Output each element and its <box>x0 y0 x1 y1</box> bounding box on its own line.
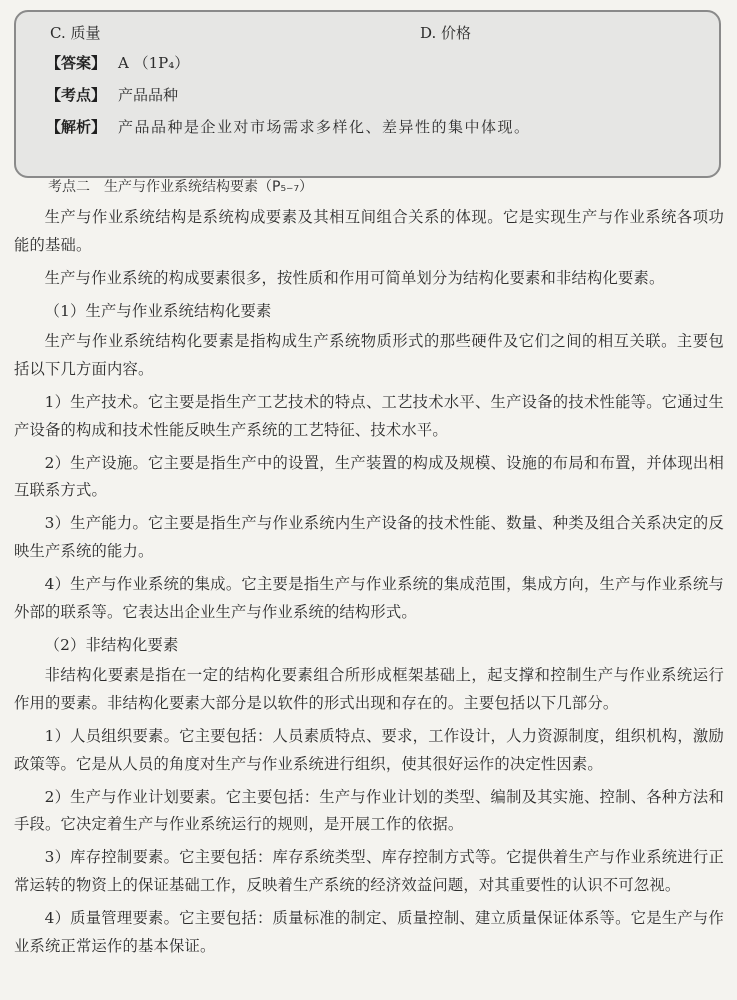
paragraph: 生产与作业系统结构化要素是指构成生产系统物质形式的那些硬件及它们之间的相互关联。主要包括以下几方面内容。 <box>14 332 724 378</box>
list-item: 3）库存控制要素。它主要包括：库存系统类型、库存控制方式等。它提供着生产与作业系统进行正常运转的物资上的保证基础工作，反映着生产系统的经济效益问题，对其重要性的认识不可忽视。 <box>14 848 724 895</box>
subheading-unstructured: （2）非结构化要素 <box>44 635 179 654</box>
paragraph: 生产与作业系统结构是系统构成要素及其相互间组合关系的体现。它是实现生产与作业系统各项功能的基础。 <box>14 208 724 254</box>
answer-line <box>46 52 189 73</box>
point-line <box>46 84 178 105</box>
paragraph: 生产与作业系统的构成要素很多，按性质和作用可简单划分为结构化要素和非结构化要素。 <box>44 268 665 287</box>
paragraph: 非结构化要素是指在一定的结构化要素组合所形成框架基础上，起支撑和控制生产与作业系统运行作用的要素。非结构化要素大部分是以软件的形式出现和存在的。主要包括以下几部分。 <box>14 666 724 712</box>
option-c: C. 质量 <box>50 24 101 42</box>
list-item: 1）人员组织要素。它主要包括：人员素质特点、要求，工作设计，人力资源制度，组织机构，激励政策等。它是从人员的角度对生产与作业系统进行组织，使其很好运作的决定性因素。 <box>14 727 724 773</box>
answer-value: A （1P₄） <box>118 54 190 72</box>
point-value: 产品品种 <box>118 86 179 104</box>
list-item: 2）生产与作业计划要素。它主要包括：生产与作业计划的类型、编制及其实施、控制、各种方法和手段。它决定着生产与作业系统运行的规则，是开展工作的依据。 <box>14 787 724 834</box>
list-item: 4）生产与作业系统的集成。它主要是指生产与作业系统的集成范围，集成方向，生产与作业系统与外部的联系等。它表达出企业生产与作业系统的结构形式。 <box>14 575 724 621</box>
article-body <box>14 204 724 966</box>
option-d: D. 价格 <box>420 24 472 42</box>
list-item: 2）生产设施。它主要是指生产中的设置，生产装置的构成及规模、设施的布局和布置，并体现出相互联系方式。 <box>14 453 724 500</box>
analysis-line <box>46 116 531 137</box>
analysis-tag: 【解析】 <box>46 118 107 136</box>
answer-box <box>14 10 721 178</box>
subheading-structured: （1）生产与作业系统结构化要素 <box>44 301 272 320</box>
answer-tag: 【答案】 <box>46 54 107 72</box>
list-item: 4）质量管理要素。它主要包括：质量标准的制定、质量控制、建立质量保证体系等。它是生产与作业系统正常运作的基本保证。 <box>14 909 724 955</box>
list-item: 3）生产能力。它主要是指生产与作业系统内生产设备的技术性能、数量、种类及组合关系决定的反映生产系统的能力。 <box>14 514 724 561</box>
point-tag: 【考点】 <box>46 86 107 104</box>
analysis-value: 产品品种是企业对市场需求多样化、差异性的集中体现。 <box>118 118 531 136</box>
section-heading: 考点二 生产与作业系统结构要素（P₅₋₇） <box>48 179 314 195</box>
list-item: 1）生产技术。它主要是指生产工艺技术的特点、工艺技术水平、生产设备的技术性能等。它通过生产设备的构成和技术性能反映生产系统的工艺特征、技术水平。 <box>14 393 724 439</box>
